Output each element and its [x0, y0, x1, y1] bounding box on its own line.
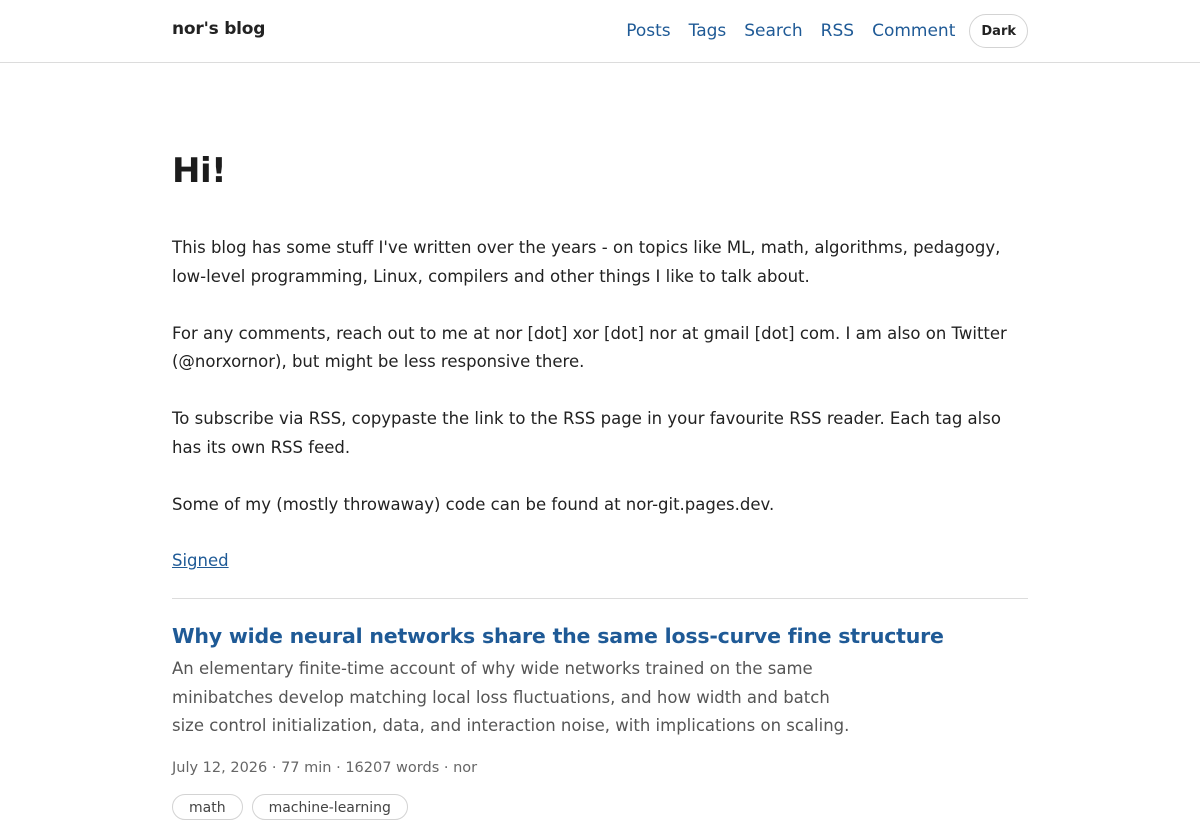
main-nav	[626, 14, 1028, 48]
nav-rss[interactable]: RSS	[820, 21, 855, 41]
tag-math[interactable]: math	[172, 794, 243, 820]
nav-posts[interactable]: Posts	[626, 21, 671, 41]
tag-machine-learning[interactable]: machine-learning	[252, 794, 408, 820]
intro-paragraph: Some of my (mostly throwaway) code can be found at nor-git.pages.dev.	[172, 495, 775, 515]
signed-link[interactable]: Signed	[172, 551, 229, 571]
post-entry[interactable]	[172, 619, 1028, 820]
site-header	[0, 0, 1200, 63]
site-brand[interactable]: nor's blog	[172, 19, 266, 39]
post-tags	[172, 794, 1028, 820]
intro-paragraph: To subscribe via RSS, copypaste the link to the RSS page in your favourite RSS reader. Each tag also has its own RSS feed.	[172, 409, 1001, 457]
section-divider	[172, 598, 1028, 599]
intro-paragraph: For any comments, reach out to me at nor [dot] xor [dot] nor at gmail [dot] com. I am also on Twitter (@norxornor), but might be less responsive there.	[172, 323, 1007, 372]
nav-tags[interactable]: Tags	[688, 21, 727, 41]
post-title[interactable]: Why wide neural networks share the same loss-curve fine structure	[172, 624, 944, 648]
intro-section	[172, 148, 1028, 575]
theme-toggle-button[interactable]: Dark	[969, 14, 1028, 48]
page-title: Hi!	[172, 151, 227, 191]
intro-text	[172, 234, 1028, 575]
nav-search[interactable]: Search	[744, 21, 803, 41]
intro-paragraph: This blog has some stuff I've written over the years - on topics like ML, math, algorithms, pedagogy, low-level programming, Linux, compilers and other things I like to talk about.	[172, 238, 1001, 286]
post-description: An elementary finite-time account of why wide networks trained on the same minibatches develop matching local loss fluctuations, and how width and batch size control initialization, data, and interaction noise, with implications on scaling.	[172, 659, 850, 736]
nav-comment[interactable]: Comment	[872, 21, 956, 41]
post-meta: July 12, 2026 · 77 min · 16207 words · nor	[172, 759, 478, 776]
